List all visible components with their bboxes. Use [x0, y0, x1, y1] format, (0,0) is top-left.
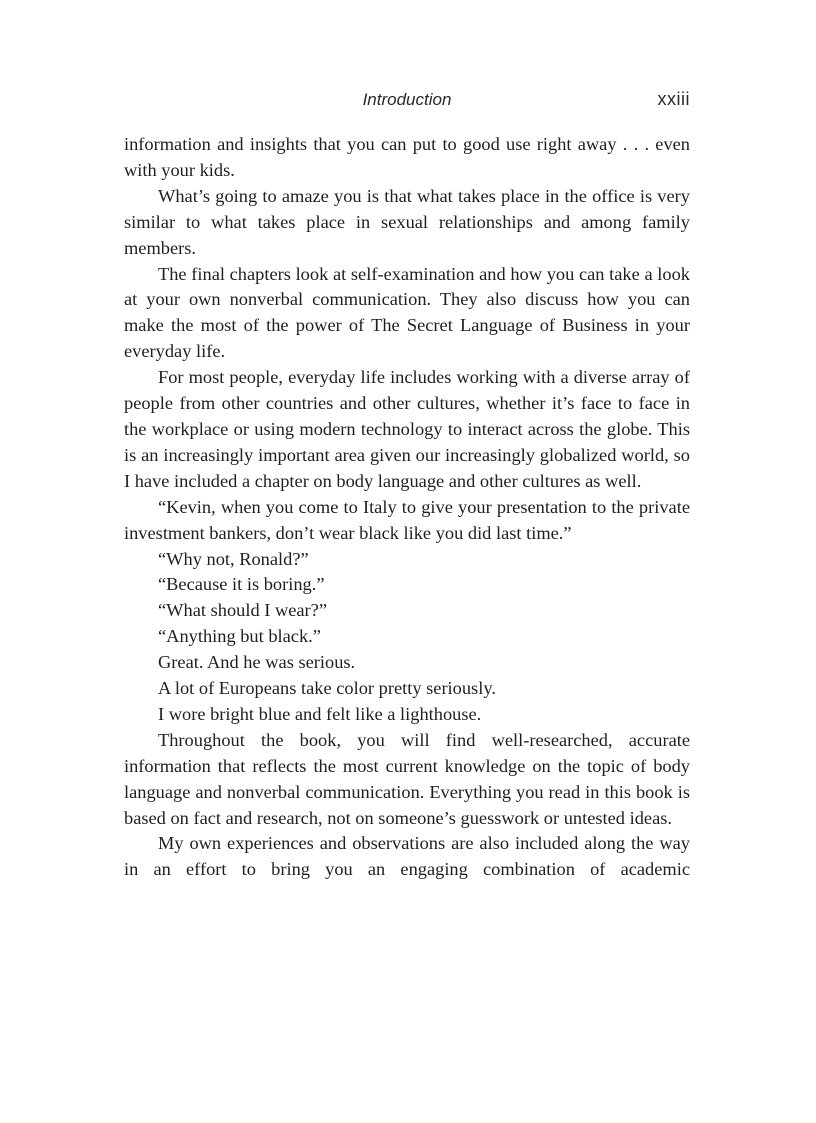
paragraph: My own experiences and observations are also included along the way in an effort to bring you an engaging combination of academic — [124, 833, 690, 880]
paragraph: What’s going to amaze you is that what takes place in the office is very similar to what takes place in sexual relationships and among family members. — [124, 185, 690, 258]
dialogue-line: “Anything but black.” — [158, 626, 321, 647]
running-title: Introduction — [362, 90, 452, 109]
paragraph: A lot of Europeans take color pretty seriously. — [158, 678, 496, 699]
page-number: xxiii — [657, 89, 690, 109]
paragraph-continued: information and insights that you can put to good use right away . . . even with your kids. — [124, 134, 690, 180]
paragraph: “Kevin, when you come to Italy to give your presentation to the private investment bankers, don’t wear black like you did last time.” — [124, 496, 690, 543]
paragraph: For most people, everyday life includes working with a diverse array of people from other countries and other cultures, whether it’s face to face in the workplace or using modern technology to interact across the globe. This is an increasingly important area given our increasingly globalized world, so I have included a chapter on body language and other cultures as well. — [124, 367, 690, 491]
paragraph: I wore bright blue and felt like a lighthouse. — [158, 703, 482, 724]
running-head — [124, 86, 690, 114]
dialogue-line: “Because it is boring.” — [158, 574, 325, 595]
dialogue-line: “Why not, Ronald?” — [158, 548, 309, 569]
paragraph: Throughout the book, you will find well-researched, accurate information that reflects the most current knowledge on the topic of body language and nonverbal communication. Everything you read in this book is based on fact and research, not on someone’s guesswork or untested ideas. — [124, 729, 690, 828]
paragraph: Great. And he was serious. — [158, 652, 356, 673]
paragraph: The final chapters look at self-examination and how you can take a look at your own nonverbal communication. They also discuss how you can make the most of the power of The Secret Language of Business in your everyday life. — [124, 263, 690, 362]
body-text — [124, 132, 690, 883]
dialogue-line: “What should I wear?” — [158, 600, 328, 621]
